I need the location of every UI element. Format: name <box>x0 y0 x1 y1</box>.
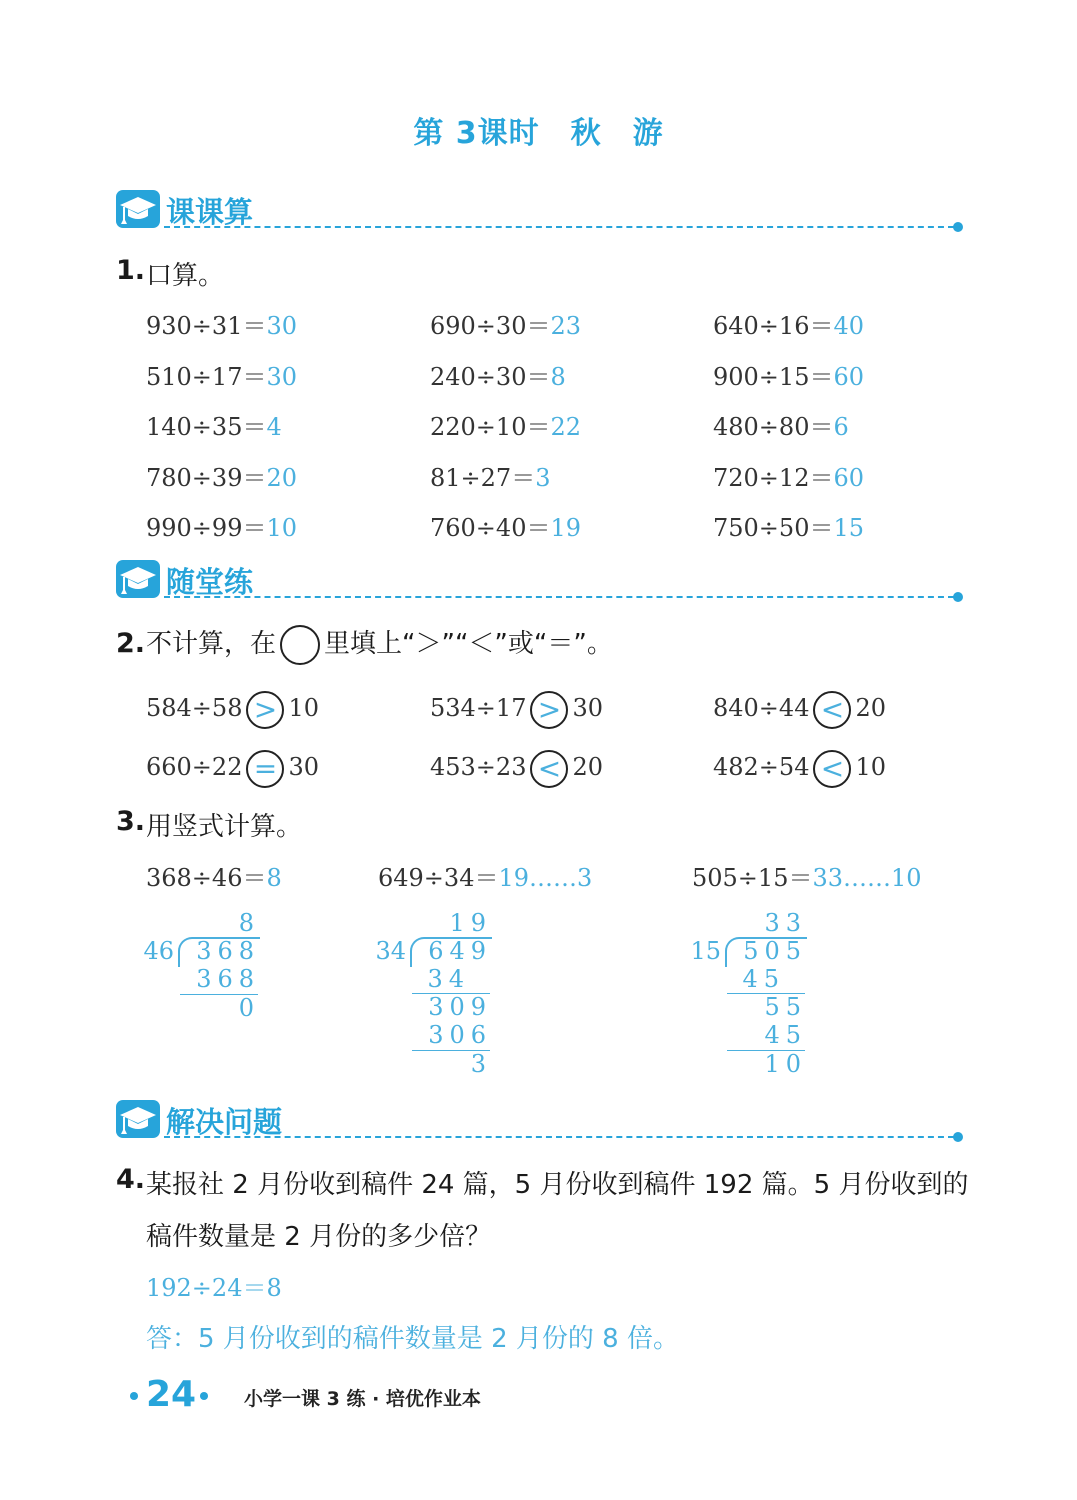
ld-step: 0 <box>238 994 260 1022</box>
ld-divisor: 15 <box>690 937 721 965</box>
question-4-number: 4. <box>116 1164 146 1195</box>
compare-item: 584÷58 > 10 <box>146 688 319 729</box>
mental-calc-item: 690÷30＝23 <box>430 312 582 340</box>
question-4-calculation: 192÷24＝8 <box>146 1274 282 1302</box>
page-number: 24 <box>146 1374 197 1415</box>
question-1-number: 1. <box>116 255 146 286</box>
page-number-dot <box>130 1392 138 1400</box>
graduation-cap-icon <box>116 560 160 598</box>
mental-calc-item: 760÷40＝19 <box>430 514 582 542</box>
ld-step: 10 <box>764 1050 807 1078</box>
ld-step: 3 <box>470 1050 492 1078</box>
compare-item: 534÷17 > 30 <box>430 688 603 729</box>
section-divider-dot <box>953 592 963 602</box>
mental-calc-item: 780÷39＝20 <box>146 464 298 492</box>
ld-quotient: 8 <box>238 909 260 937</box>
graduation-cap-icon <box>116 1100 160 1138</box>
ld-divisor: 46 <box>143 937 174 965</box>
mental-calc-item: 510÷17＝30 <box>146 363 298 391</box>
mental-calc-item: 220÷10＝22 <box>430 413 582 441</box>
ld-step: 368 <box>196 965 260 993</box>
compare-answer-circle: > <box>246 691 284 729</box>
section-divider-dot <box>953 1132 963 1142</box>
mental-calc-item: 930÷31＝30 <box>146 312 298 340</box>
mental-calc-item: 990÷99＝10 <box>146 514 298 542</box>
book-title: 小学一课 3 练 · 培优作业本 <box>244 1388 481 1410</box>
vertical-calc-item: 649÷34＝19……3 <box>378 864 593 892</box>
graduation-cap-icon <box>116 190 160 228</box>
ld-dividend: 505 <box>743 937 807 965</box>
compare-item: 453÷23 < 20 <box>430 747 603 788</box>
section-label-practice-calc: 课课算 <box>166 195 254 229</box>
ld-step: 306 <box>428 1021 492 1049</box>
question-2-number: 2. <box>116 628 146 659</box>
mental-calc-item: 240÷30＝8 <box>430 363 566 391</box>
mental-calc-item: 750÷50＝15 <box>713 514 865 542</box>
compare-answer-circle: < <box>530 750 568 788</box>
ld-dividend: 649 <box>428 937 492 965</box>
question-4-answer: 答：5 月份收到的稿件数量是 2 月份的 8 倍。 <box>146 1324 679 1354</box>
question-3-number: 3. <box>116 806 146 837</box>
ld-dividend: 368 <box>196 937 260 965</box>
blank-circle-icon <box>280 625 320 665</box>
compare-item: 482÷54 < 10 <box>713 747 886 788</box>
mental-calc-item: 140÷35＝4 <box>146 413 282 441</box>
compare-answer-circle: = <box>246 750 284 788</box>
mental-calc-item: 640÷16＝40 <box>713 312 865 340</box>
mental-calc-item: 480÷80＝6 <box>713 413 849 441</box>
ld-step: 309 <box>428 993 492 1021</box>
ld-divisor: 34 <box>375 937 406 965</box>
page-title: 第 3课时 秋 游 <box>413 116 664 151</box>
ld-quotient: 19 <box>449 909 492 937</box>
section-divider <box>164 596 954 598</box>
question-2-text: 不计算，在 里填上“＞”“＜”或“＝”。 <box>146 624 613 665</box>
ld-quotient: 33 <box>764 909 807 937</box>
section-divider-dot <box>953 222 963 232</box>
vertical-calc-item: 368÷46＝8 <box>146 864 282 892</box>
question-1-text: 口算。 <box>146 261 225 291</box>
page-number-dot <box>200 1392 208 1400</box>
vertical-calc-item: 505÷15＝33……10 <box>692 864 922 892</box>
compare-answer-circle: < <box>813 750 851 788</box>
question-4-line-1: 某报社 2 月份收到稿件 24 篇，5 月份收到稿件 192 篇。5 月份收到的 <box>146 1170 969 1200</box>
mental-calc-item: 900÷15＝60 <box>713 363 865 391</box>
mental-calc-item: 720÷12＝60 <box>713 464 865 492</box>
section-divider <box>164 226 954 228</box>
section-divider <box>164 1136 954 1138</box>
ld-step: 55 <box>764 993 807 1021</box>
section-label-class-practice: 随堂练 <box>166 565 254 599</box>
compare-answer-circle: < <box>813 691 851 729</box>
ld-step: 45 <box>764 1021 807 1049</box>
question-4-line-2: 稿件数量是 2 月份的多少倍？ <box>146 1222 492 1252</box>
question-3-text: 用竖式计算。 <box>146 812 303 842</box>
ld-step: 34 <box>427 965 470 993</box>
compare-item: 840÷44 < 20 <box>713 688 886 729</box>
compare-item: 660÷22 = 30 <box>146 747 319 788</box>
compare-answer-circle: > <box>530 691 568 729</box>
ld-step: 45 <box>742 965 785 993</box>
section-label-problem-solving: 解决问题 <box>166 1105 283 1139</box>
mental-calc-item: 81÷27＝3 <box>430 464 551 492</box>
